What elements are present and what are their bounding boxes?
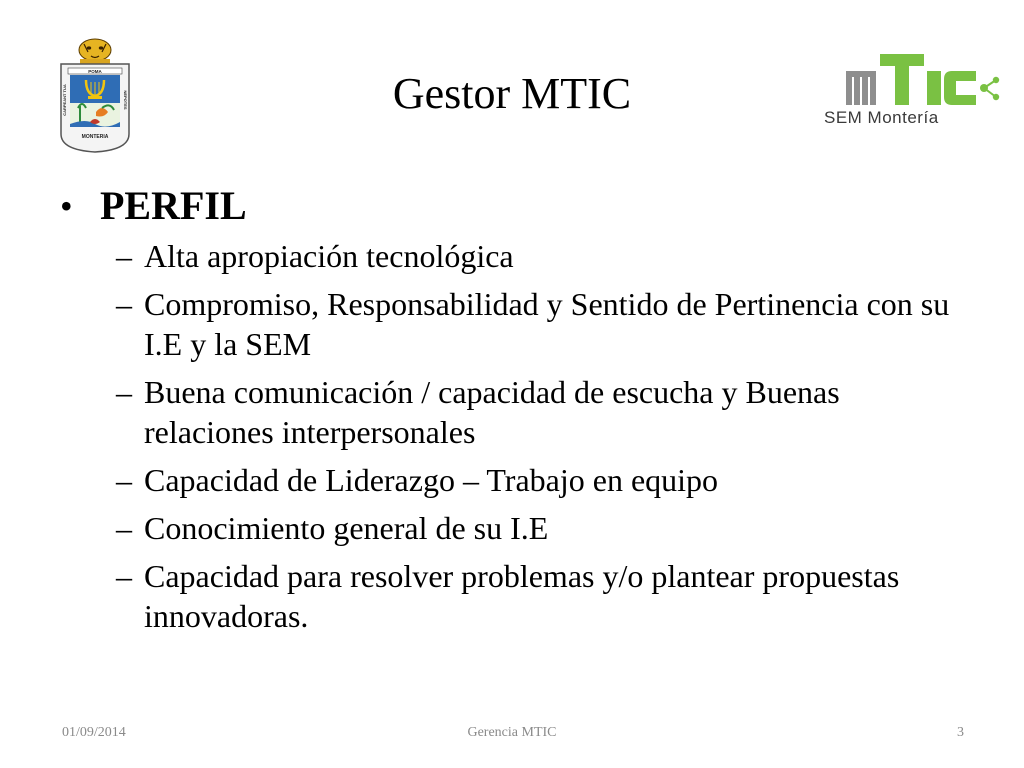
dash-icon: – xyxy=(116,462,132,498)
footer-center-text: Gerencia MTIC xyxy=(467,725,557,740)
logo-subtitle: SEM Montería xyxy=(824,108,939,127)
list-item xyxy=(116,236,960,276)
list-item xyxy=(116,508,960,548)
list-item-text: Compromiso, Responsabilidad y Sentido de Pertinencia con su I.E y la SEM xyxy=(144,286,950,362)
list-item xyxy=(116,284,960,364)
dash-icon: – xyxy=(116,286,132,322)
list-item-text: Alta apropiación tecnológica xyxy=(144,238,514,274)
heading-text: PERFIL xyxy=(100,183,247,228)
profile-list xyxy=(60,236,960,636)
list-item xyxy=(116,460,960,500)
list-item-text: Capacidad para resolver problemas y/o plantear propuestas innovadoras. xyxy=(144,558,900,634)
coat-label-left: CARPEANT TUA xyxy=(62,84,67,116)
coat-label-right: NEPOTES xyxy=(123,90,128,110)
slide-content xyxy=(60,182,960,644)
coat-label-bottom: MONTERIA xyxy=(81,134,109,140)
bullet-dot-icon: • xyxy=(60,186,73,226)
list-item-text: Conocimiento general de su I.E xyxy=(144,510,549,546)
coat-label-top: POMA xyxy=(88,69,102,74)
list-item xyxy=(116,372,960,452)
bullet-heading xyxy=(60,182,960,230)
list-item-text: Capacidad de Liderazgo – Trabajo en equipo xyxy=(144,462,719,498)
slide-number: 3 xyxy=(957,725,964,740)
list-item xyxy=(116,556,960,636)
dash-icon: – xyxy=(116,510,132,546)
list-item-text: Buena comunicación / capacidad de escucha y Buenas relaciones interpersonales xyxy=(144,374,840,450)
footer-date: 01/09/2014 xyxy=(62,725,126,740)
dash-icon: – xyxy=(116,558,132,594)
slide-title: Gestor MTIC xyxy=(392,69,632,118)
dash-icon: – xyxy=(116,374,132,410)
dash-icon: – xyxy=(116,238,132,274)
